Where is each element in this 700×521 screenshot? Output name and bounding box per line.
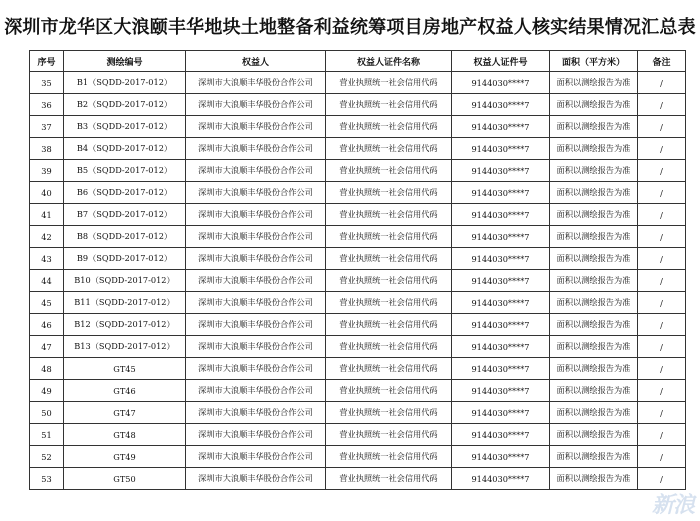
cell-cert-no: 9144030****7 — [452, 468, 550, 490]
cell-survey-code: B5（SQDD-2017-012） — [64, 160, 186, 182]
cell-area: 面积以测绘报告为准 — [550, 446, 638, 468]
cell-cert-name: 营业执照统一社会信用代码 — [326, 380, 452, 402]
cell-survey-code: B6（SQDD-2017-012） — [64, 182, 186, 204]
table-row — [30, 424, 686, 446]
cell-survey-code: GT48 — [64, 424, 186, 446]
cell-cert-no: 9144030****7 — [452, 72, 550, 94]
cell-note: / — [638, 446, 686, 468]
cell-survey-code: B1（SQDD-2017-012） — [64, 72, 186, 94]
table-row — [30, 292, 686, 314]
cell-note: / — [638, 336, 686, 358]
cell-cert-name: 营业执照统一社会信用代码 — [326, 424, 452, 446]
cell-no: 53 — [30, 468, 64, 490]
cell-survey-code: B10（SQDD-2017-012） — [64, 270, 186, 292]
cell-cert-no: 9144030****7 — [452, 94, 550, 116]
cell-area: 面积以测绘报告为准 — [550, 94, 638, 116]
cell-cert-no: 9144030****7 — [452, 292, 550, 314]
cell-note: / — [638, 292, 686, 314]
table-row — [30, 160, 686, 182]
cell-cert-no: 9144030****7 — [452, 314, 550, 336]
cell-no: 35 — [30, 72, 64, 94]
cell-no: 51 — [30, 424, 64, 446]
cell-area: 面积以测绘报告为准 — [550, 226, 638, 248]
cell-no: 39 — [30, 160, 64, 182]
cell-area: 面积以测绘报告为准 — [550, 204, 638, 226]
cell-area: 面积以测绘报告为准 — [550, 160, 638, 182]
cell-owner: 深圳市大浪顺丰华股份合作公司 — [186, 270, 326, 292]
cell-survey-code: B7（SQDD-2017-012） — [64, 204, 186, 226]
cell-area: 面积以测绘报告为准 — [550, 314, 638, 336]
cell-survey-code: B11（SQDD-2017-012） — [64, 292, 186, 314]
cell-owner: 深圳市大浪顺丰华股份合作公司 — [186, 336, 326, 358]
cell-no: 49 — [30, 380, 64, 402]
cell-owner: 深圳市大浪顺丰华股份合作公司 — [186, 446, 326, 468]
cell-area: 面积以测绘报告为准 — [550, 292, 638, 314]
cell-survey-code: B9（SQDD-2017-012） — [64, 248, 186, 270]
cell-cert-no: 9144030****7 — [452, 138, 550, 160]
cell-owner: 深圳市大浪顺丰华股份合作公司 — [186, 248, 326, 270]
cell-area: 面积以测绘报告为准 — [550, 72, 638, 94]
cell-survey-code: GT49 — [64, 446, 186, 468]
cell-cert-name: 营业执照统一社会信用代码 — [326, 402, 452, 424]
cell-no: 36 — [30, 94, 64, 116]
cell-cert-name: 营业执照统一社会信用代码 — [326, 204, 452, 226]
col-header-cert-name: 权益人证件名称 — [326, 51, 452, 72]
cell-cert-name: 营业执照统一社会信用代码 — [326, 292, 452, 314]
cell-note: / — [638, 380, 686, 402]
cell-owner: 深圳市大浪顺丰华股份合作公司 — [186, 116, 326, 138]
cell-owner: 深圳市大浪顺丰华股份合作公司 — [186, 226, 326, 248]
cell-note: / — [638, 358, 686, 380]
page-title: 深圳市龙华区大浪颐丰华地块土地整备利益统筹项目房地产权益人核实结果情况汇总表 — [4, 17, 696, 38]
cell-survey-code: GT47 — [64, 402, 186, 424]
cell-area: 面积以测绘报告为准 — [550, 270, 638, 292]
table-row — [30, 226, 686, 248]
cell-area: 面积以测绘报告为准 — [550, 468, 638, 490]
cell-cert-name: 营业执照统一社会信用代码 — [326, 314, 452, 336]
table-row — [30, 446, 686, 468]
cell-note: / — [638, 160, 686, 182]
cell-cert-no: 9144030****7 — [452, 380, 550, 402]
table-row — [30, 402, 686, 424]
cell-no: 44 — [30, 270, 64, 292]
cell-owner: 深圳市大浪顺丰华股份合作公司 — [186, 138, 326, 160]
cell-area: 面积以测绘报告为准 — [550, 424, 638, 446]
cell-cert-name: 营业执照统一社会信用代码 — [326, 138, 452, 160]
cell-no: 43 — [30, 248, 64, 270]
cell-cert-no: 9144030****7 — [452, 160, 550, 182]
cell-no: 47 — [30, 336, 64, 358]
cell-no: 48 — [30, 358, 64, 380]
cell-cert-no: 9144030****7 — [452, 116, 550, 138]
cell-cert-no: 9144030****7 — [452, 226, 550, 248]
table-row — [30, 116, 686, 138]
cell-area: 面积以测绘报告为准 — [550, 248, 638, 270]
cell-survey-code: B4（SQDD-2017-012） — [64, 138, 186, 160]
cell-area: 面积以测绘报告为准 — [550, 402, 638, 424]
cell-cert-no: 9144030****7 — [452, 204, 550, 226]
cell-note: / — [638, 94, 686, 116]
cell-cert-no: 9144030****7 — [452, 248, 550, 270]
cell-cert-no: 9144030****7 — [452, 402, 550, 424]
table-row — [30, 270, 686, 292]
cell-no: 37 — [30, 116, 64, 138]
cell-note: / — [638, 402, 686, 424]
cell-survey-code: B2（SQDD-2017-012） — [64, 94, 186, 116]
col-header-owner: 权益人 — [186, 51, 326, 72]
cell-no: 46 — [30, 314, 64, 336]
cell-area: 面积以测绘报告为准 — [550, 138, 638, 160]
cell-survey-code: GT46 — [64, 380, 186, 402]
cell-no: 45 — [30, 292, 64, 314]
cell-no: 41 — [30, 204, 64, 226]
cell-cert-name: 营业执照统一社会信用代码 — [326, 336, 452, 358]
cell-cert-name: 营业执照统一社会信用代码 — [326, 358, 452, 380]
cell-owner: 深圳市大浪顺丰华股份合作公司 — [186, 204, 326, 226]
col-header-area: 面积（平方米） — [550, 51, 638, 72]
table-body — [30, 72, 686, 490]
cell-owner: 深圳市大浪顺丰华股份合作公司 — [186, 160, 326, 182]
cell-note: / — [638, 468, 686, 490]
table-row — [30, 314, 686, 336]
cell-note: / — [638, 270, 686, 292]
cell-cert-no: 9144030****7 — [452, 182, 550, 204]
cell-cert-name: 营业执照统一社会信用代码 — [326, 116, 452, 138]
cell-cert-name: 营业执照统一社会信用代码 — [326, 72, 452, 94]
col-header-cert-no: 权益人证件号 — [452, 51, 550, 72]
table-row — [30, 138, 686, 160]
cell-owner: 深圳市大浪顺丰华股份合作公司 — [186, 94, 326, 116]
cell-note: / — [638, 226, 686, 248]
cell-cert-name: 营业执照统一社会信用代码 — [326, 248, 452, 270]
col-header-note: 备注 — [638, 51, 686, 72]
cell-no: 50 — [30, 402, 64, 424]
table-row — [30, 204, 686, 226]
cell-cert-name: 营业执照统一社会信用代码 — [326, 468, 452, 490]
cell-owner: 深圳市大浪顺丰华股份合作公司 — [186, 292, 326, 314]
table-row — [30, 72, 686, 94]
summary-table — [29, 50, 686, 490]
cell-no: 52 — [30, 446, 64, 468]
cell-owner: 深圳市大浪顺丰华股份合作公司 — [186, 424, 326, 446]
table-row — [30, 248, 686, 270]
cell-cert-name: 营业执照统一社会信用代码 — [326, 94, 452, 116]
cell-cert-no: 9144030****7 — [452, 446, 550, 468]
table-row — [30, 94, 686, 116]
cell-survey-code: GT45 — [64, 358, 186, 380]
cell-cert-no: 9144030****7 — [452, 358, 550, 380]
cell-area: 面积以测绘报告为准 — [550, 358, 638, 380]
table-row — [30, 358, 686, 380]
cell-note: / — [638, 116, 686, 138]
cell-note: / — [638, 72, 686, 94]
cell-cert-no: 9144030****7 — [452, 336, 550, 358]
cell-no: 40 — [30, 182, 64, 204]
table-header-row — [30, 51, 686, 72]
cell-cert-no: 9144030****7 — [452, 424, 550, 446]
cell-cert-name: 营业执照统一社会信用代码 — [326, 446, 452, 468]
cell-cert-name: 营业执照统一社会信用代码 — [326, 226, 452, 248]
cell-note: / — [638, 248, 686, 270]
cell-survey-code: B8（SQDD-2017-012） — [64, 226, 186, 248]
cell-owner: 深圳市大浪顺丰华股份合作公司 — [186, 380, 326, 402]
cell-owner: 深圳市大浪顺丰华股份合作公司 — [186, 468, 326, 490]
table-row — [30, 380, 686, 402]
cell-cert-name: 营业执照统一社会信用代码 — [326, 270, 452, 292]
cell-note: / — [638, 204, 686, 226]
cell-note: / — [638, 314, 686, 336]
cell-note: / — [638, 182, 686, 204]
cell-area: 面积以测绘报告为准 — [550, 182, 638, 204]
cell-no: 38 — [30, 138, 64, 160]
table-row — [30, 182, 686, 204]
cell-survey-code: B13（SQDD-2017-012） — [64, 336, 186, 358]
cell-area: 面积以测绘报告为准 — [550, 380, 638, 402]
col-header-no: 序号 — [30, 51, 64, 72]
cell-note: / — [638, 138, 686, 160]
col-header-survey-code: 测绘编号 — [64, 51, 186, 72]
cell-owner: 深圳市大浪顺丰华股份合作公司 — [186, 402, 326, 424]
cell-survey-code: B12（SQDD-2017-012） — [64, 314, 186, 336]
cell-survey-code: B3（SQDD-2017-012） — [64, 116, 186, 138]
cell-area: 面积以测绘报告为准 — [550, 336, 638, 358]
cell-cert-name: 营业执照统一社会信用代码 — [326, 160, 452, 182]
table-row — [30, 468, 686, 490]
table-row — [30, 336, 686, 358]
cell-area: 面积以测绘报告为准 — [550, 116, 638, 138]
cell-owner: 深圳市大浪顺丰华股份合作公司 — [186, 182, 326, 204]
cell-owner: 深圳市大浪顺丰华股份合作公司 — [186, 314, 326, 336]
cell-owner: 深圳市大浪顺丰华股份合作公司 — [186, 358, 326, 380]
cell-note: / — [638, 424, 686, 446]
cell-cert-name: 营业执照统一社会信用代码 — [326, 182, 452, 204]
watermark-logo: 新浪 — [651, 493, 694, 518]
cell-cert-no: 9144030****7 — [452, 270, 550, 292]
cell-survey-code: GT50 — [64, 468, 186, 490]
cell-no: 42 — [30, 226, 64, 248]
cell-owner: 深圳市大浪顺丰华股份合作公司 — [186, 72, 326, 94]
